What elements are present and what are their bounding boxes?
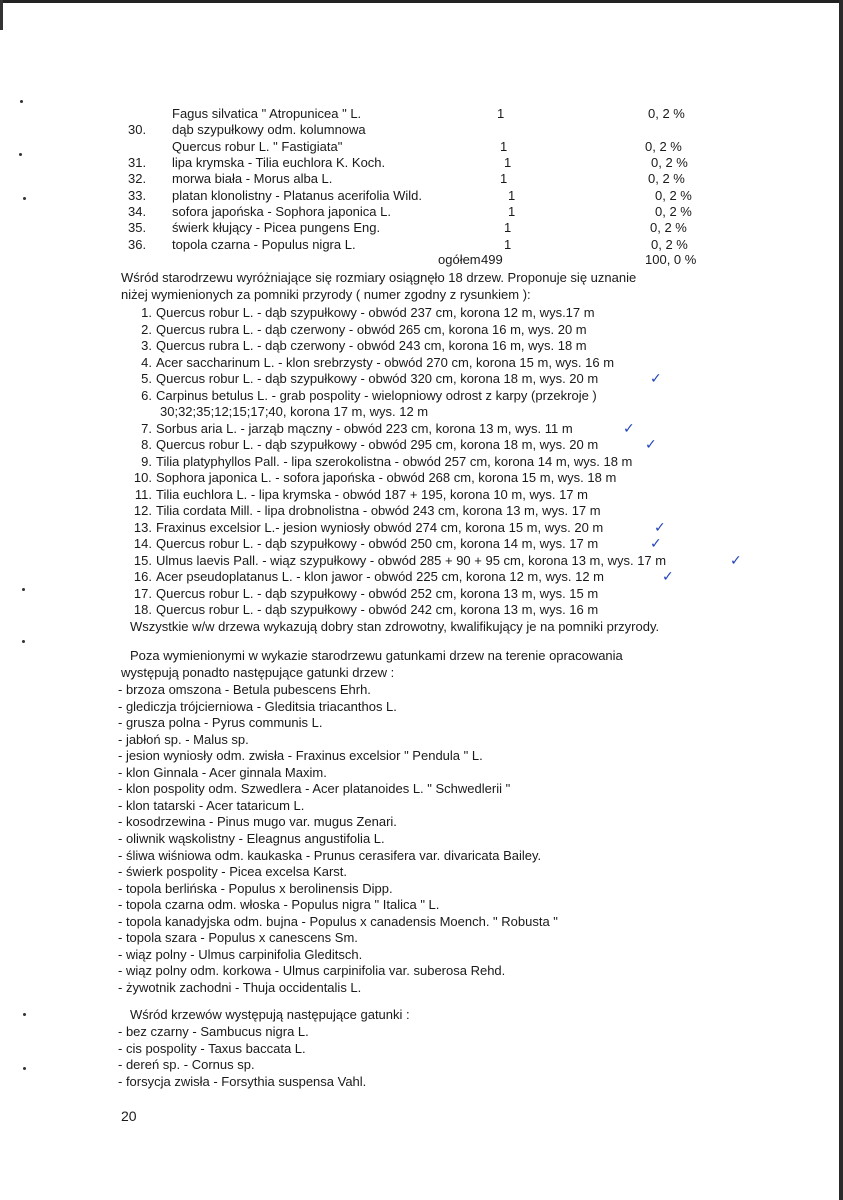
species-percent: 0, 2 % xyxy=(645,139,682,154)
species-percent: 0, 2 % xyxy=(650,220,687,235)
handwritten-check-icon: ✓ xyxy=(654,519,666,536)
species-percent: 0, 2 % xyxy=(651,237,688,252)
scan-speck xyxy=(20,100,23,103)
monument-number: 2. xyxy=(141,321,152,337)
monument-number: 7. xyxy=(141,420,152,436)
species-list-item: - klon Ginnala - Acer ginnala Maxim. xyxy=(118,764,327,780)
monument-item xyxy=(130,569,604,585)
monument-text: Quercus rubra L. - dąb czerwony - obwód 243 cm, korona 16 m, wys. 18 m xyxy=(156,338,587,353)
species-percent: 0, 2 % xyxy=(648,106,685,121)
monument-text: 30;32;35;12;15;17;40, korona 17 m, wys. 12 m xyxy=(160,404,429,419)
table-row xyxy=(0,220,843,236)
species-percent: 0, 2 % xyxy=(655,204,692,219)
handwritten-check-icon: ✓ xyxy=(662,569,674,585)
handwritten-check-icon: ✓ xyxy=(650,536,662,552)
other-species-intro-1: Poza wymienionymi w wykazie starodrzewu gatunkami drzew na terenie opracowania xyxy=(130,648,623,663)
scan-edge-top xyxy=(0,0,843,3)
species-count: 1 xyxy=(504,155,512,170)
shrub-list-item: - dereń sp. - Cornus sp. xyxy=(118,1057,255,1073)
scan-speck xyxy=(22,588,25,591)
handwritten-check-icon: ✓ xyxy=(730,552,742,569)
species-name: Fagus silvatica " Atropunicea " L. xyxy=(172,106,362,121)
species-list-item: - grusza polna - Pyrus communis L. xyxy=(118,715,323,731)
monument-text: Sophora japonica L. - sofora japońska - obwód 268 cm, korona 15 m, wys. 18 m xyxy=(156,470,617,485)
other-species-intro-2: występują ponadto następujące gatunki drzew : xyxy=(121,665,395,680)
species-list-item: - topola kanadyjska odm. bujna - Populus x canadensis Moench. " Robusta " xyxy=(118,913,558,929)
species-count: 1 xyxy=(504,237,512,252)
monuments-summary: Wszystkie w/w drzewa wykazują dobry stan zdrowotny, kwalifikujący je na pomniki przyrody. xyxy=(130,619,660,634)
monument-item xyxy=(130,322,587,338)
monument-number: 13. xyxy=(133,519,152,535)
intro-line-1: Wśród starodrzewu wyróżniające się rozmiary osiągnęło 18 drzew. Proponuje się uznanie xyxy=(121,270,637,285)
species-list-item: - brzoza omszona - Betula pubescens Ehrh. xyxy=(118,682,371,697)
species-list-item: - żywotnik zachodni - Thuja occidentalis L. xyxy=(118,979,362,995)
row-number: 36. xyxy=(128,237,147,252)
shrub-list-item: - forsycja zwisła - Forsythia suspensa Vahl. xyxy=(118,1073,367,1089)
species-list-item: - świerk pospolity - Picea excelsa Karst. xyxy=(118,864,348,880)
species-percent: 0, 2 % xyxy=(648,171,685,186)
table-row xyxy=(0,106,843,122)
monument-number: 1. xyxy=(141,305,152,320)
shrubs-intro: Wśród krzewów występują następujące gatunki : xyxy=(130,1007,410,1022)
species-count: 1 xyxy=(500,171,508,186)
species-list-item: - kosodrzewina - Pinus mugo var. mugus Zenari. xyxy=(118,814,397,830)
species-list-item: - topola berlińska - Populus x berolinensis Dipp. xyxy=(118,880,393,896)
page-number: 20 xyxy=(121,1108,137,1124)
species-percent: 0, 2 % xyxy=(651,155,688,170)
monument-item xyxy=(130,371,598,387)
table-total-row xyxy=(0,252,843,268)
monument-number: 10. xyxy=(133,470,152,485)
monument-item xyxy=(130,470,616,486)
species-list-item: - topola szara - Populus x canescens Sm. xyxy=(118,930,358,946)
monument-item xyxy=(130,355,614,371)
total-percent: 100, 0 % xyxy=(645,252,697,267)
row-number: 35. xyxy=(128,220,147,235)
species-list-item: - glediczja trójcierniowa - Gleditsia triacanthos L. xyxy=(118,698,397,714)
row-number: 32. xyxy=(128,171,147,186)
monument-number: 12. xyxy=(133,503,152,518)
monument-item xyxy=(130,437,598,453)
table-row xyxy=(0,171,843,187)
shrub-list-item: - bez czarny - Sambucus nigra L. xyxy=(118,1024,309,1039)
species-list-item: - klon pospolity odm. Szwedlera - Acer platanoides L. " Schwedlerii " xyxy=(118,781,511,797)
table-row xyxy=(0,139,843,155)
monument-text: Tilia cordata Mill. - lipa drobnolistna - obwód 243 cm, korona 13 m, wys. 17 m xyxy=(156,503,601,518)
scan-speck xyxy=(23,1067,26,1070)
monument-item xyxy=(130,487,588,503)
monument-number: 17. xyxy=(133,585,152,601)
monument-text: Carpinus betulus L. - grab pospolity - wielopniowy odrost z karpy (przekroje ) xyxy=(156,387,597,403)
row-number: 31. xyxy=(128,155,147,170)
monument-number: 4. xyxy=(141,354,152,370)
monument-text: Quercus robur L. - dąb szypułkowy - obwód 320 cm, korona 18 m, wys. 20 m xyxy=(156,371,599,386)
monument-number: 15. xyxy=(133,552,152,568)
intro-line-2: niżej wymienionych za pomniki przyrody ( numer zgodny z rysunkiem ): xyxy=(121,287,531,302)
monument-item xyxy=(130,305,595,321)
species-name: lipa krymska - Tilia euchlora K. Koch. xyxy=(172,155,386,170)
table-row xyxy=(0,237,843,253)
row-number: 34. xyxy=(128,204,147,219)
table-row xyxy=(0,155,843,171)
monument-text: Quercus robur L. - dąb szypułkowy - obwód 295 cm, korona 18 m, wys. 20 m xyxy=(156,437,599,452)
monument-number: 6. xyxy=(141,387,152,403)
monument-text: Tilia platyphyllos Pall. - lipa szerokolistna - obwód 257 cm, korona 14 m, wys. 18 m xyxy=(156,453,633,469)
monument-text: Tilia euchlora L. - lipa krymska - obwód 187 + 195, korona 10 m, wys. 17 m xyxy=(156,486,588,502)
monument-text: Ulmus laevis Pall. - wiąz szypułkowy - obwód 285 + 90 + 95 cm, korona 13 m, wys. 17 m xyxy=(156,552,667,568)
row-number: 33. xyxy=(128,188,147,203)
species-name: topola czarna - Populus nigra L. xyxy=(172,237,356,252)
species-list-item: - śliwa wiśniowa odm. kaukaska - Prunus cerasifera var. divaricata Bailey. xyxy=(118,847,542,863)
monument-text: Acer pseudoplatanus L. - klon jawor - obwód 225 cm, korona 12 m, wys. 12 m xyxy=(156,569,604,584)
monument-text: Quercus robur L. - dąb szypułkowy - obwód 237 cm, korona 12 m, wys.17 m xyxy=(156,305,595,320)
species-list-item: - wiąz polny odm. korkowa - Ulmus carpinifolia var. suberosa Rehd. xyxy=(118,963,506,979)
monument-text: Quercus robur L. - dąb szypułkowy - obwód 242 cm, korona 13 m, wys. 16 m xyxy=(156,602,599,617)
monument-item xyxy=(130,338,587,354)
monument-number: 11. xyxy=(134,486,152,502)
monument-item xyxy=(130,536,598,552)
table-row xyxy=(0,122,843,138)
monument-item xyxy=(130,503,601,519)
species-list-item: - oliwnik wąskolistny - Eleagnus angustifolia L. xyxy=(118,830,385,846)
scan-speck xyxy=(22,640,25,643)
monument-number: 9. xyxy=(141,453,152,469)
total-label: ogółem xyxy=(438,252,481,267)
monument-text: Quercus rubra L. - dąb czerwony - obwód 265 cm, korona 16 m, wys. 20 m xyxy=(156,321,587,337)
species-list-item: - wiąz polny - Ulmus carpinifolia Gleditsch. xyxy=(118,946,363,962)
monument-text: Fraxinus excelsior L.- jesion wyniosły obwód 274 cm, korona 15 m, wys. 20 m xyxy=(156,519,604,535)
monument-item xyxy=(130,586,598,602)
monument-item xyxy=(130,388,597,404)
monument-item xyxy=(130,520,603,536)
species-count: 1 xyxy=(497,106,505,121)
table-row xyxy=(0,204,843,220)
row-number: 30. xyxy=(128,122,147,137)
monument-number: 18. xyxy=(133,602,152,617)
species-list-item: - topola czarna odm. włoska - Populus nigra " Italica " L. xyxy=(118,897,440,913)
species-name: dąb szypułkowy odm. kolumnowa xyxy=(172,122,366,137)
monument-text: Sorbus aria L. - jarząb mączny - obwód 223 cm, korona 13 m, wys. 11 m xyxy=(156,420,573,436)
monument-text: Quercus robur L. - dąb szypułkowy - obwód 250 cm, korona 14 m, wys. 17 m xyxy=(156,536,599,551)
handwritten-check-icon: ✓ xyxy=(623,420,635,437)
species-name: sofora japońska - Sophora japonica L. xyxy=(172,204,391,219)
species-name: Quercus robur L. " Fastigiata" xyxy=(172,139,343,154)
handwritten-check-icon: ✓ xyxy=(645,437,657,453)
species-percent: 0, 2 % xyxy=(655,188,692,203)
species-count: 1 xyxy=(508,204,516,219)
scan-edge-left xyxy=(0,0,3,30)
species-list-item: - klon tatarski - Acer tataricum L. xyxy=(118,797,305,813)
species-name: morwa biała - Morus alba L. xyxy=(172,171,333,186)
shrub-list-item: - cis pospolity - Taxus baccata L. xyxy=(118,1040,306,1056)
monument-number: 8. xyxy=(141,437,152,452)
monument-text: Quercus robur L. - dąb szypułkowy - obwód 252 cm, korona 13 m, wys. 15 m xyxy=(156,585,599,601)
species-list-item: - jabłoń sp. - Malus sp. xyxy=(118,731,249,747)
monument-item xyxy=(130,553,666,569)
monument-item xyxy=(130,454,632,470)
monument-item xyxy=(130,421,573,437)
species-name: świerk kłujący - Picea pungens Eng. xyxy=(172,220,381,235)
species-count: 1 xyxy=(508,188,516,203)
species-count: 1 xyxy=(500,139,508,154)
monument-item xyxy=(130,602,598,618)
monument-item-continuation xyxy=(160,404,428,420)
species-name: platan klonolistny - Platanus acerifolia Wild. xyxy=(172,188,423,203)
monument-text: Acer saccharinum L. - klon srebrzysty - obwód 270 cm, korona 15 m, wys. 16 m xyxy=(156,354,615,370)
table-row xyxy=(0,188,843,204)
monument-number: 5. xyxy=(141,371,152,386)
monument-number: 3. xyxy=(141,338,152,353)
scan-speck xyxy=(23,1013,26,1016)
monument-number: 16. xyxy=(133,569,152,584)
species-list-item: - jesion wyniosły odm. zwisła - Fraxinus excelsior " Pendula " L. xyxy=(118,748,483,764)
species-count: 1 xyxy=(504,220,512,235)
total-count: 499 xyxy=(481,252,503,267)
handwritten-check-icon: ✓ xyxy=(650,371,662,387)
monument-number: 14. xyxy=(133,536,152,551)
